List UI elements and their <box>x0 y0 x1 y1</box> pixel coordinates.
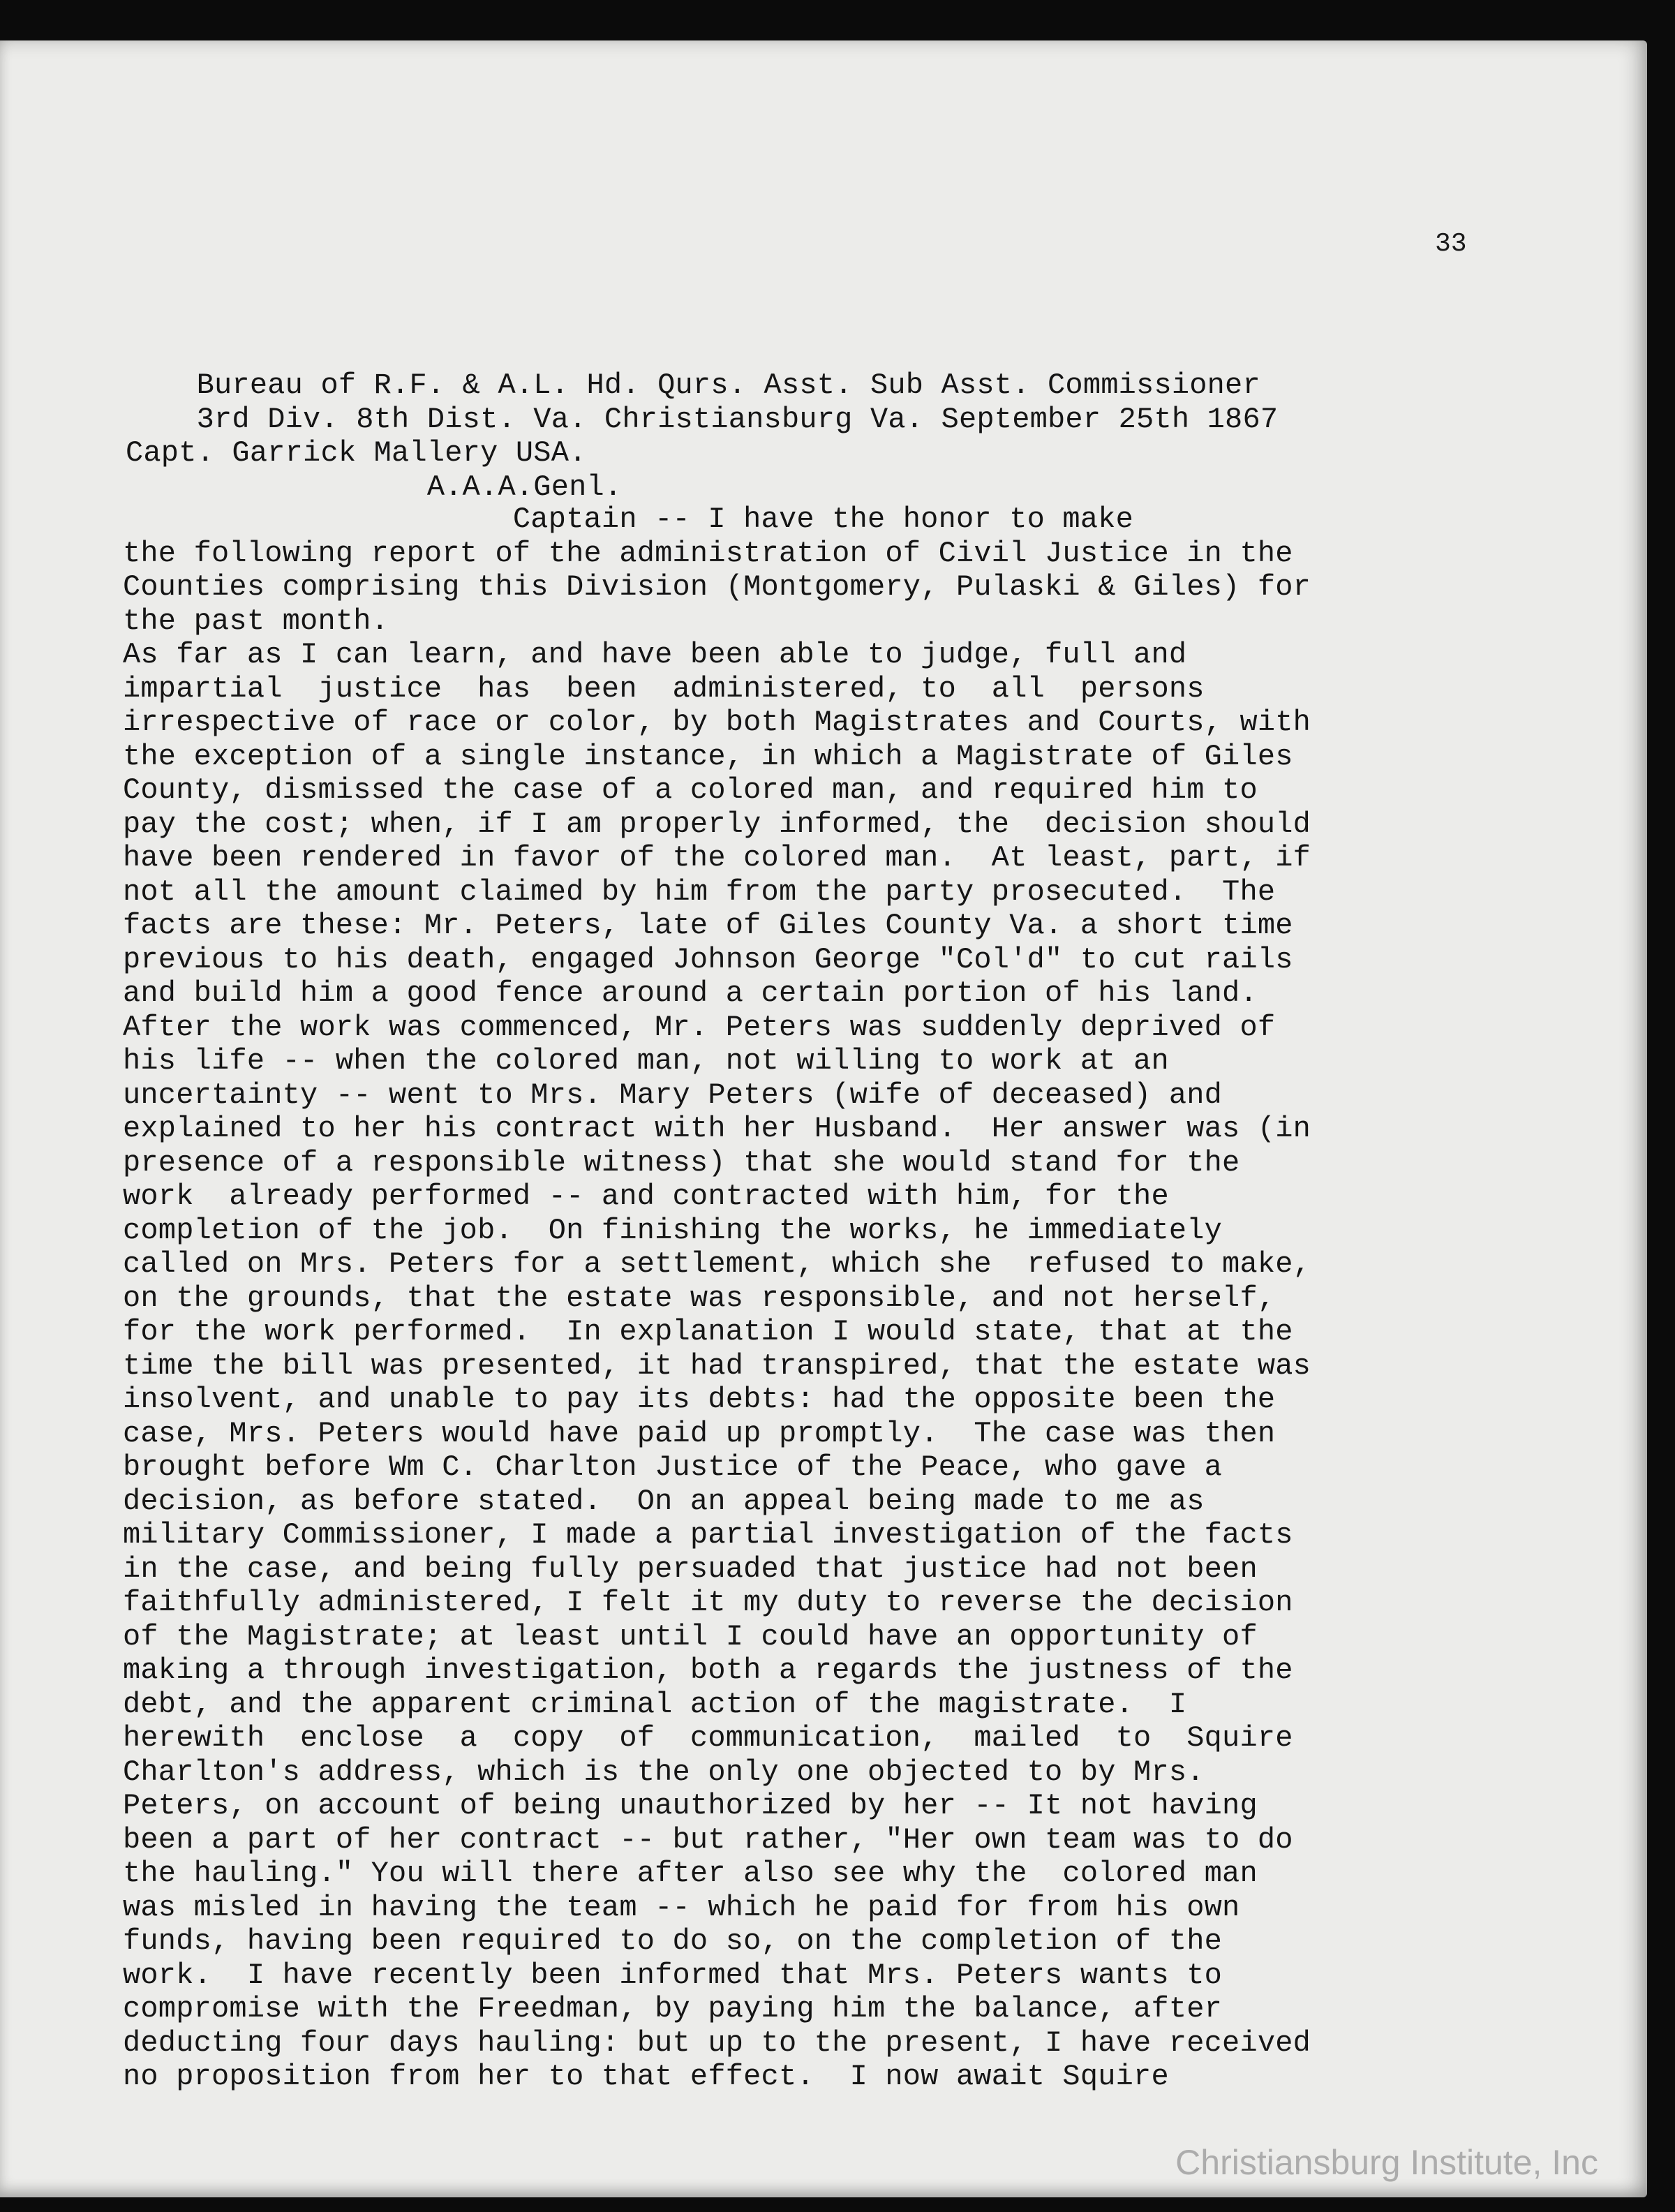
body-line: in the case, and being fully persuaded that justice had not been <box>123 1552 1258 1586</box>
body-line: the following report of the administration of Civil Justice in the <box>123 536 1293 570</box>
body-line: County, dismissed the case of a colored man, and required him to <box>123 773 1258 807</box>
body-line: case, Mrs. Peters would have paid up promptly. The case was then <box>123 1416 1276 1450</box>
letter-body <box>123 503 1311 2094</box>
body-line: uncertainty -- went to Mrs. Mary Peters (wife of deceased) and <box>123 1078 1223 1112</box>
document-page <box>0 40 1647 2197</box>
page-number: 33 <box>1435 229 1467 259</box>
body-line: was misled in having the team -- which he paid for from his own <box>123 1890 1240 1924</box>
body-line: on the grounds, that the estate was responsible, and not herself, <box>123 1281 1276 1315</box>
body-line: decision, as before stated. On an appeal being made to me as <box>123 1484 1205 1518</box>
body-line: facts are these: Mr. Peters, late of Giles County Va. a short time <box>123 909 1293 942</box>
watermark: Christiansburg Institute, Inc <box>1175 2143 1598 2182</box>
body-line: previous to his death, engaged Johnson George "Col'd" to cut rails <box>123 942 1293 977</box>
body-line: the exception of a single instance, in which a Magistrate of Giles <box>123 739 1293 773</box>
body-line: been a part of her contract -- but rather, "Her own team was to do <box>123 1823 1293 1857</box>
body-line: have been rendered in favor of the colored man. At least, part, if <box>123 841 1311 875</box>
body-line: faithfully administered, I felt it my duty to reverse the decision <box>123 1586 1293 1619</box>
body-line: the past month. <box>123 604 389 638</box>
body-line: time the bill was presented, it had transpired, that the estate was <box>123 1349 1311 1383</box>
body-line: for the work performed. In explanation I would state, that at the <box>123 1315 1293 1349</box>
heading-line: A.A.A.Genl. <box>126 470 623 504</box>
body-line: brought before Wm C. Charlton Justice of the Peace, who gave a <box>123 1450 1223 1484</box>
heading-line: Bureau of R.F. & A.L. Hd. Qurs. Asst. Sub Asst. Commissioner <box>126 369 1260 402</box>
body-line: explained to her his contract with her Husband. Her answer was (in <box>123 1112 1311 1145</box>
body-line: work. I have recently been informed that Mrs. Peters wants to <box>123 1958 1223 1992</box>
letter-heading <box>126 369 1278 504</box>
body-line: compromise with the Freedman, by paying him the balance, after <box>123 1992 1223 2026</box>
body-line: and build him a good fence around a certain portion of his land. <box>123 977 1258 1010</box>
body-line: impartial justice has been administered, to all persons <box>123 671 1205 706</box>
body-line: funds, having been required to do so, on the completion of the <box>123 1924 1223 1958</box>
heading-line: 3rd Div. 8th Dist. Va. Christiansburg Va. September 25th 1867 <box>126 402 1279 436</box>
body-line: irrespective of race or color, by both Magistrates and Courts, with <box>123 706 1311 739</box>
body-line: military Commissioner, I made a partial investigation of the facts <box>123 1518 1293 1552</box>
body-line: called on Mrs. Peters for a settlement, which she refused to make, <box>123 1247 1311 1281</box>
body-line: no proposition from her to that effect. I now await Squire <box>123 2060 1169 2093</box>
body-line: deducting four days hauling: but up to the present, I have received <box>123 2026 1311 2060</box>
body-line: After the work was commenced, Mr. Peters was suddenly deprived of <box>123 1010 1276 1044</box>
body-line: the hauling." You will there after also see why the colored man <box>123 1857 1258 1890</box>
body-line: making a through investigation, both a regards the justness of the <box>123 1654 1293 1687</box>
body-line: of the Magistrate; at least until I could have an opportunity of <box>123 1619 1258 1654</box>
body-line: Peters, on account of being unauthorized by her -- It not having <box>123 1789 1258 1823</box>
body-line: completion of the job. On finishing the works, he immediately <box>123 1213 1223 1247</box>
body-line: presence of a responsible witness) that she would stand for the <box>123 1145 1240 1180</box>
body-line: debt, and the apparent criminal action of the magistrate. I <box>123 1687 1187 1721</box>
body-line: Captain -- I have the honor to make <box>123 503 1134 536</box>
body-line: As far as I can learn, and have been able to judge, full and <box>123 638 1187 671</box>
body-line: insolvent, and unable to pay its debts: had the opposite been the <box>123 1383 1276 1416</box>
body-line: Counties comprising this Division (Montgomery, Pulaski & Giles) for <box>123 570 1311 604</box>
body-line: work already performed -- and contracted with him, for the <box>123 1180 1169 1213</box>
body-line: Charlton's address, which is the only one objected to by Mrs. <box>123 1755 1205 1789</box>
body-line: pay the cost; when, if I am properly informed, the decision should <box>123 807 1311 841</box>
body-line: his life -- when the colored man, not willing to work at an <box>123 1044 1169 1078</box>
body-line: not all the amount claimed by him from the party prosecuted. The <box>123 875 1276 909</box>
body-line: herewith enclose a copy of communication, mailed to Squire <box>123 1721 1293 1755</box>
heading-line: Capt. Garrick Mallery USA. <box>126 436 587 470</box>
